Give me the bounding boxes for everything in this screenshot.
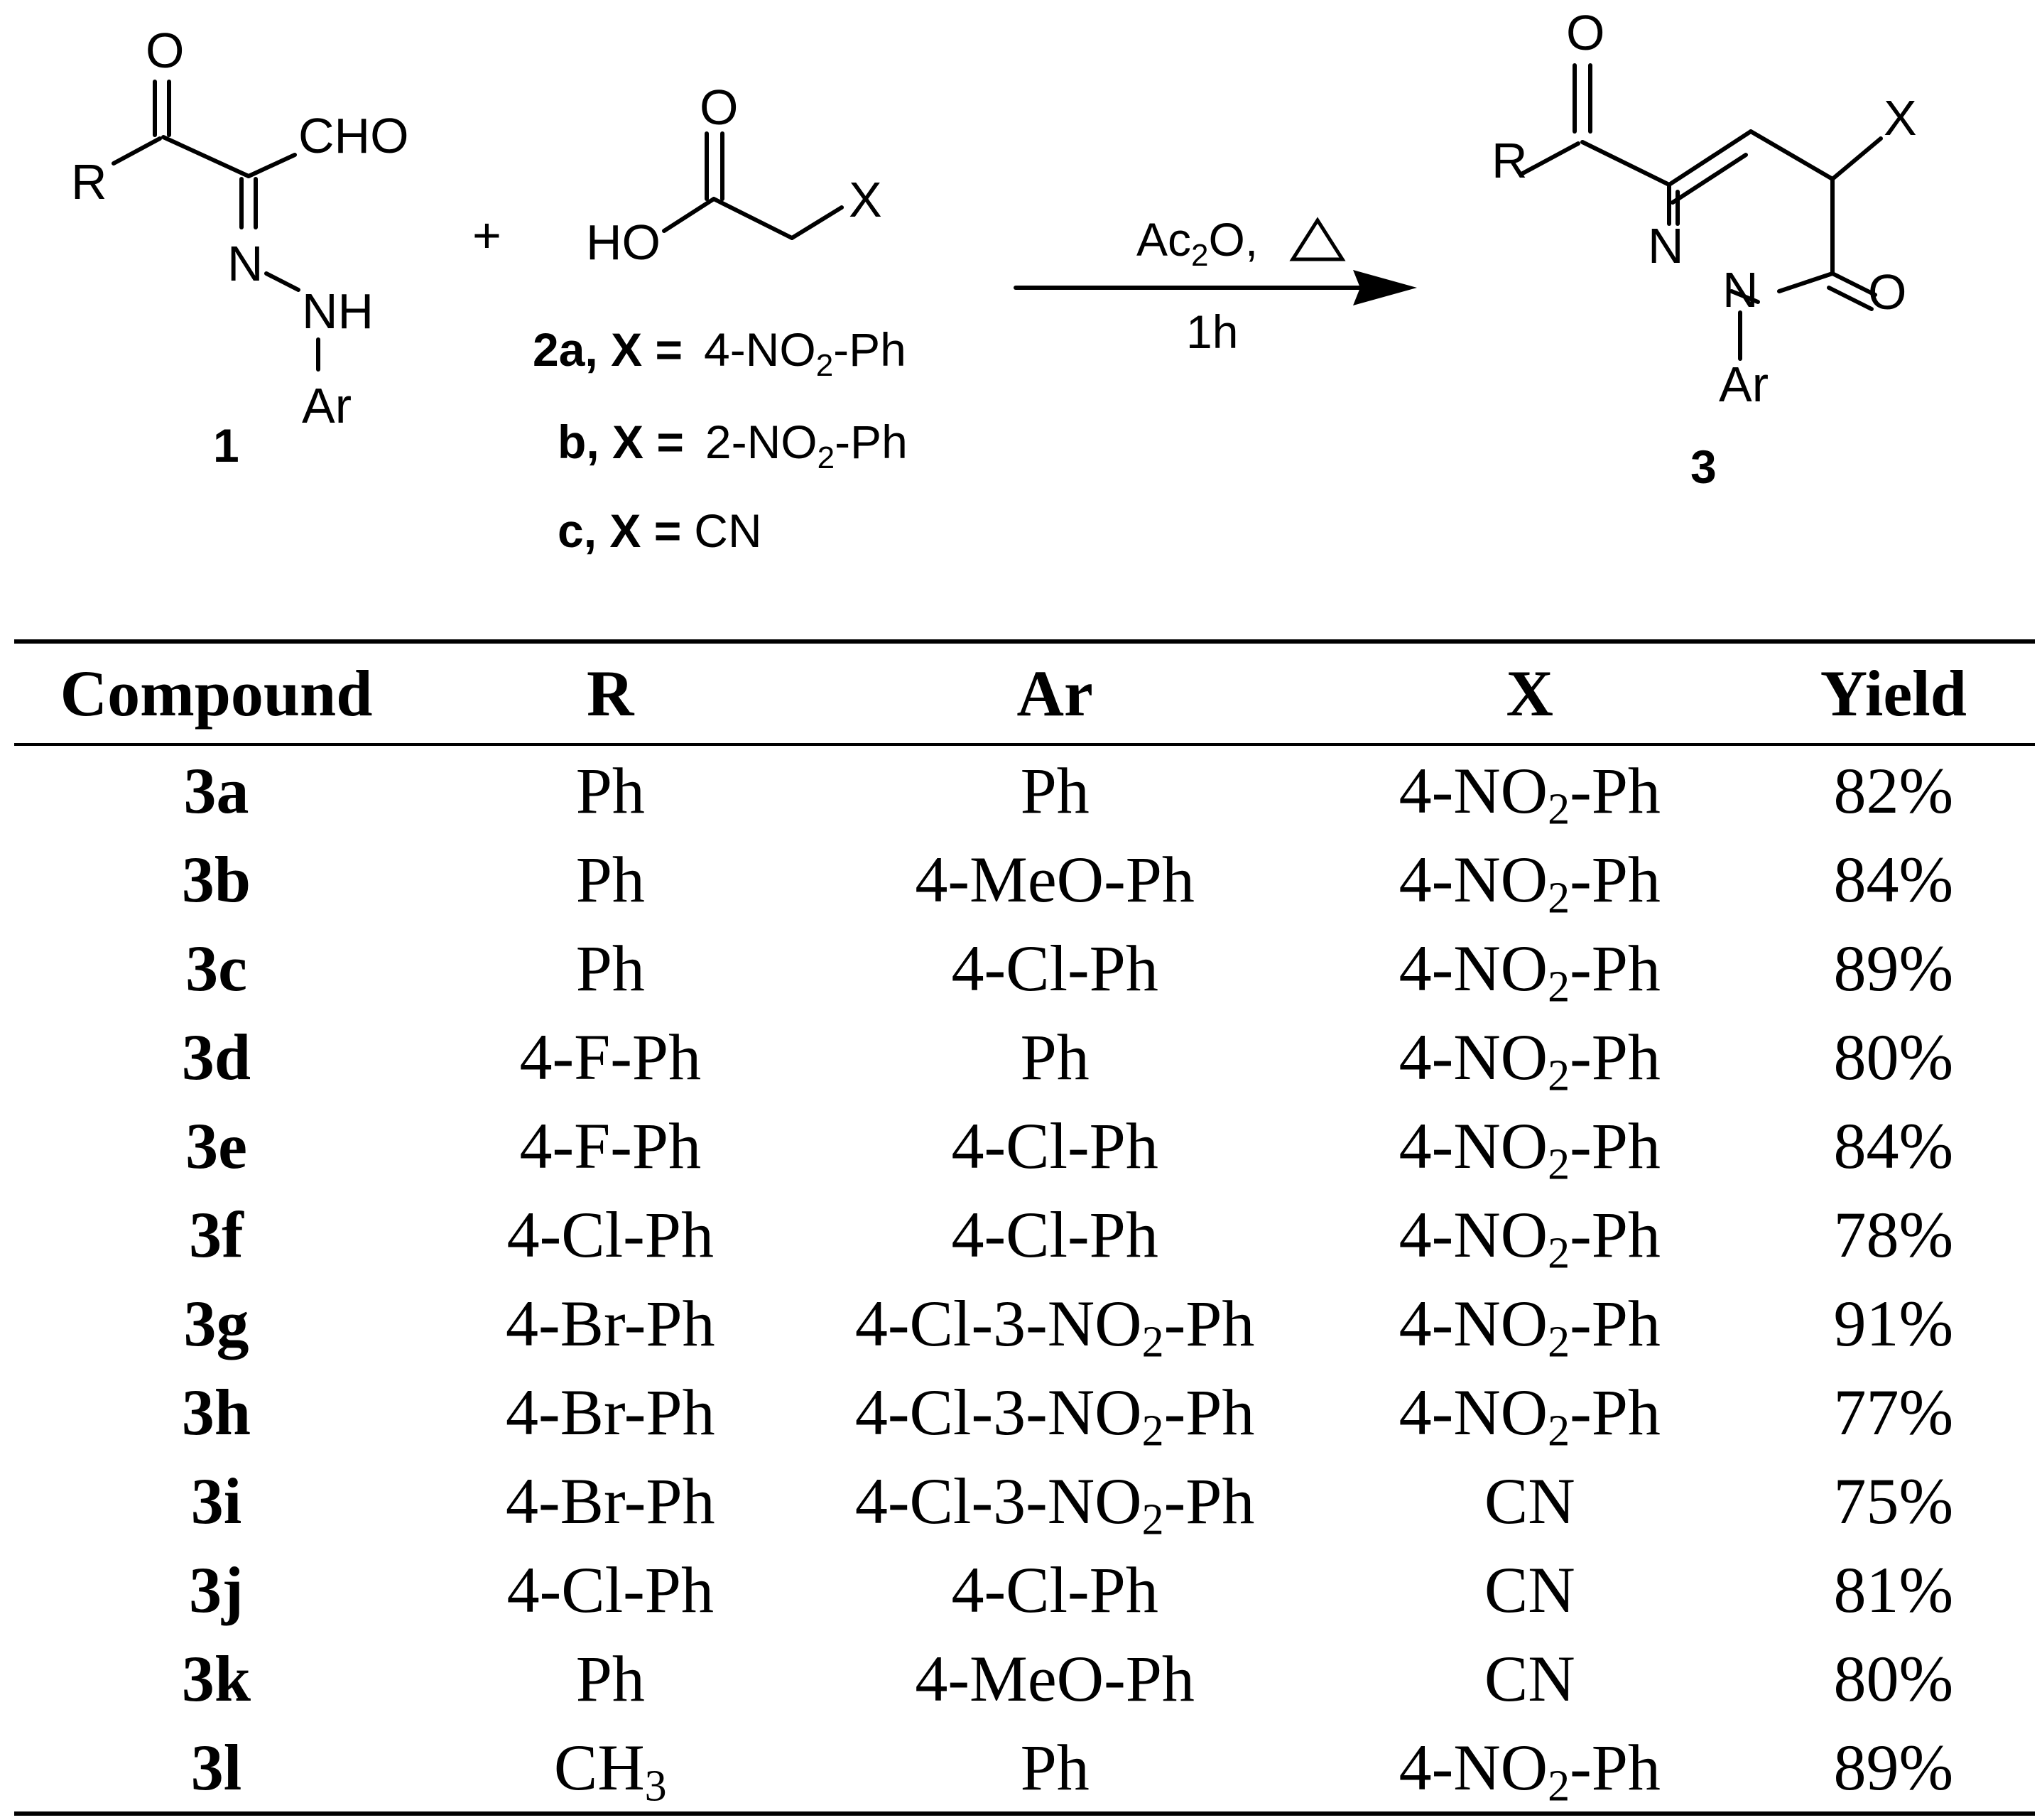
product-bonds bbox=[1521, 65, 1881, 359]
time-label: 1h bbox=[1186, 305, 1239, 358]
cell-x: $4-NO_2-Ph$ bbox=[1399, 1109, 1661, 1188]
cell-x: $4-NO_2-Ph$ bbox=[1399, 1287, 1661, 1366]
cell-r: 4-Cl-Ph bbox=[506, 1553, 714, 1626]
cell-compound: 3c bbox=[185, 931, 247, 1004]
table-row bbox=[14, 1012, 2035, 1101]
reagent-label: $Ac_2O$, bbox=[1136, 213, 1259, 273]
cell-r: Ph bbox=[575, 754, 645, 827]
reaction-scheme bbox=[0, 0, 2042, 611]
heat-triangle-icon bbox=[1293, 220, 1342, 259]
cell-yield: 84% bbox=[1833, 1109, 1954, 1182]
variant-2c: c, X = CN bbox=[558, 504, 762, 557]
table-row bbox=[14, 835, 2035, 923]
cell-r: 4-Cl-Ph bbox=[506, 1198, 714, 1271]
reactant-1-atom-cho: CHO bbox=[298, 108, 409, 163]
cell-ar: 4-Cl-Ph bbox=[951, 1198, 1158, 1271]
cell-ar: 4-Cl-Ph bbox=[951, 1109, 1158, 1182]
cell-x: CN bbox=[1484, 1642, 1575, 1715]
header-yield: Yield bbox=[1820, 657, 1967, 730]
cell-ar: 4-MeO-Ph bbox=[915, 1642, 1195, 1715]
cell-yield: 80% bbox=[1833, 1020, 1954, 1093]
cell-yield: 78% bbox=[1833, 1198, 1954, 1271]
table-body bbox=[14, 744, 2035, 1814]
table-row bbox=[14, 1190, 2035, 1279]
cell-yield: 84% bbox=[1833, 843, 1954, 916]
cell-r: 4-F-Ph bbox=[519, 1020, 702, 1093]
cell-r: $CH_3$ bbox=[553, 1730, 667, 1810]
cell-yield: 91% bbox=[1833, 1287, 1954, 1360]
reactant-1-atom-r: R bbox=[71, 154, 107, 210]
table-row bbox=[14, 1456, 2035, 1545]
header-compound: Compound bbox=[60, 657, 373, 730]
cell-compound: 3j bbox=[189, 1553, 244, 1626]
table-row bbox=[14, 923, 2035, 1012]
cell-r: Ph bbox=[575, 1642, 645, 1715]
cell-yield: 75% bbox=[1833, 1464, 1954, 1537]
reactant-1-label: 1 bbox=[213, 419, 239, 472]
cell-ar: Ph bbox=[1020, 1730, 1090, 1804]
cell-x: $4-NO_2-Ph$ bbox=[1399, 931, 1661, 1011]
product-atom-o-top: O bbox=[1566, 5, 1605, 60]
header-x: X bbox=[1506, 657, 1553, 730]
header-ar: Ar bbox=[1016, 657, 1093, 730]
reactant-2-atom-x: X bbox=[849, 172, 882, 227]
cell-r: 4-F-Ph bbox=[519, 1109, 702, 1182]
reactant-1-atom-n: N bbox=[227, 236, 264, 291]
product-atom-ar: Ar bbox=[1719, 357, 1769, 412]
cell-ar: 4-MeO-Ph bbox=[915, 843, 1195, 916]
cell-x: $4-NO_2-Ph$ bbox=[1399, 1020, 1661, 1100]
cell-x: $4-NO_2-Ph$ bbox=[1399, 754, 1661, 833]
cell-yield: 81% bbox=[1833, 1553, 1954, 1626]
cell-compound: 3b bbox=[181, 843, 251, 916]
cell-yield: 77% bbox=[1833, 1375, 1954, 1448]
cell-ar: 4-Cl-Ph bbox=[951, 1553, 1158, 1626]
cell-compound: 3g bbox=[183, 1287, 249, 1360]
cell-yield: 89% bbox=[1833, 1730, 1954, 1804]
table-header-row bbox=[14, 641, 2035, 744]
variant-2a: 2a, $X = 4-NO_2-Ph$ bbox=[533, 323, 906, 383]
cell-compound: 3h bbox=[181, 1375, 251, 1448]
cell-x: CN bbox=[1484, 1553, 1575, 1626]
cell-ar: Ph bbox=[1020, 754, 1090, 827]
cell-ar: $4-Cl-3-NO_2-Ph$ bbox=[854, 1464, 1255, 1544]
cell-yield: 89% bbox=[1833, 931, 1954, 1004]
reactant-1-atom-nh: NH bbox=[302, 283, 374, 339]
product-atom-o-right: O bbox=[1868, 264, 1907, 320]
cell-ar: $4-Cl-3-NO_2-Ph$ bbox=[854, 1287, 1255, 1366]
table-row bbox=[14, 1634, 2035, 1723]
cell-r: 4-Br-Ph bbox=[505, 1375, 715, 1448]
cell-x: $4-NO_2-Ph$ bbox=[1399, 1375, 1661, 1455]
table-row bbox=[14, 1367, 2035, 1456]
variant-2b: b, $X = 2-NO_2-Ph$ bbox=[558, 416, 908, 475]
cell-yield: 80% bbox=[1833, 1642, 1954, 1715]
table-row bbox=[14, 1279, 2035, 1367]
product-atom-r: R bbox=[1492, 133, 1528, 188]
cell-compound: 3l bbox=[190, 1730, 242, 1804]
reactant-1-atom-o: O bbox=[146, 23, 185, 78]
cell-x: $4-NO_2-Ph$ bbox=[1399, 1730, 1661, 1810]
product-label: 3 bbox=[1690, 440, 1717, 493]
cell-yield: 82% bbox=[1833, 754, 1954, 827]
cell-compound: 3a bbox=[183, 754, 249, 827]
product-atom-n2: N bbox=[1722, 262, 1759, 318]
cell-ar: 4-Cl-Ph bbox=[951, 931, 1158, 1004]
cell-r: 4-Br-Ph bbox=[505, 1287, 715, 1360]
product-atom-n1: N bbox=[1648, 218, 1684, 273]
cell-x: $4-NO_2-Ph$ bbox=[1399, 1198, 1661, 1277]
cell-r: Ph bbox=[575, 931, 645, 1004]
cell-compound: 3k bbox=[181, 1642, 251, 1715]
cell-x: $4-NO_2-Ph$ bbox=[1399, 843, 1661, 922]
cell-ar: $4-Cl-3-NO_2-Ph$ bbox=[854, 1375, 1255, 1455]
cell-compound: 3f bbox=[189, 1198, 244, 1271]
cell-r: 4-Br-Ph bbox=[505, 1464, 715, 1537]
cell-compound: 3d bbox=[181, 1020, 251, 1093]
cell-x: CN bbox=[1484, 1464, 1575, 1537]
arrow-head-icon bbox=[1353, 270, 1417, 305]
cell-compound: 3i bbox=[190, 1464, 242, 1537]
cell-ar: Ph bbox=[1020, 1020, 1090, 1093]
reactant-1-bonds bbox=[114, 82, 318, 369]
table-row bbox=[14, 1101, 2035, 1190]
cell-r: Ph bbox=[575, 843, 645, 916]
reactant-1-atom-ar: Ar bbox=[302, 378, 352, 433]
header-r: R bbox=[587, 657, 634, 730]
table-row bbox=[14, 744, 2035, 835]
yield-table bbox=[14, 639, 2035, 1816]
table-row bbox=[14, 1545, 2035, 1634]
reactant-2-bonds bbox=[664, 134, 842, 238]
table-row bbox=[14, 1723, 2035, 1814]
reactant-2-atom-ho: HO bbox=[586, 215, 661, 270]
product-atom-x: X bbox=[1884, 90, 1917, 146]
reactant-2-atom-o: O bbox=[700, 80, 739, 135]
cell-compound: 3e bbox=[185, 1109, 247, 1182]
plus-sign: + bbox=[472, 207, 501, 263]
